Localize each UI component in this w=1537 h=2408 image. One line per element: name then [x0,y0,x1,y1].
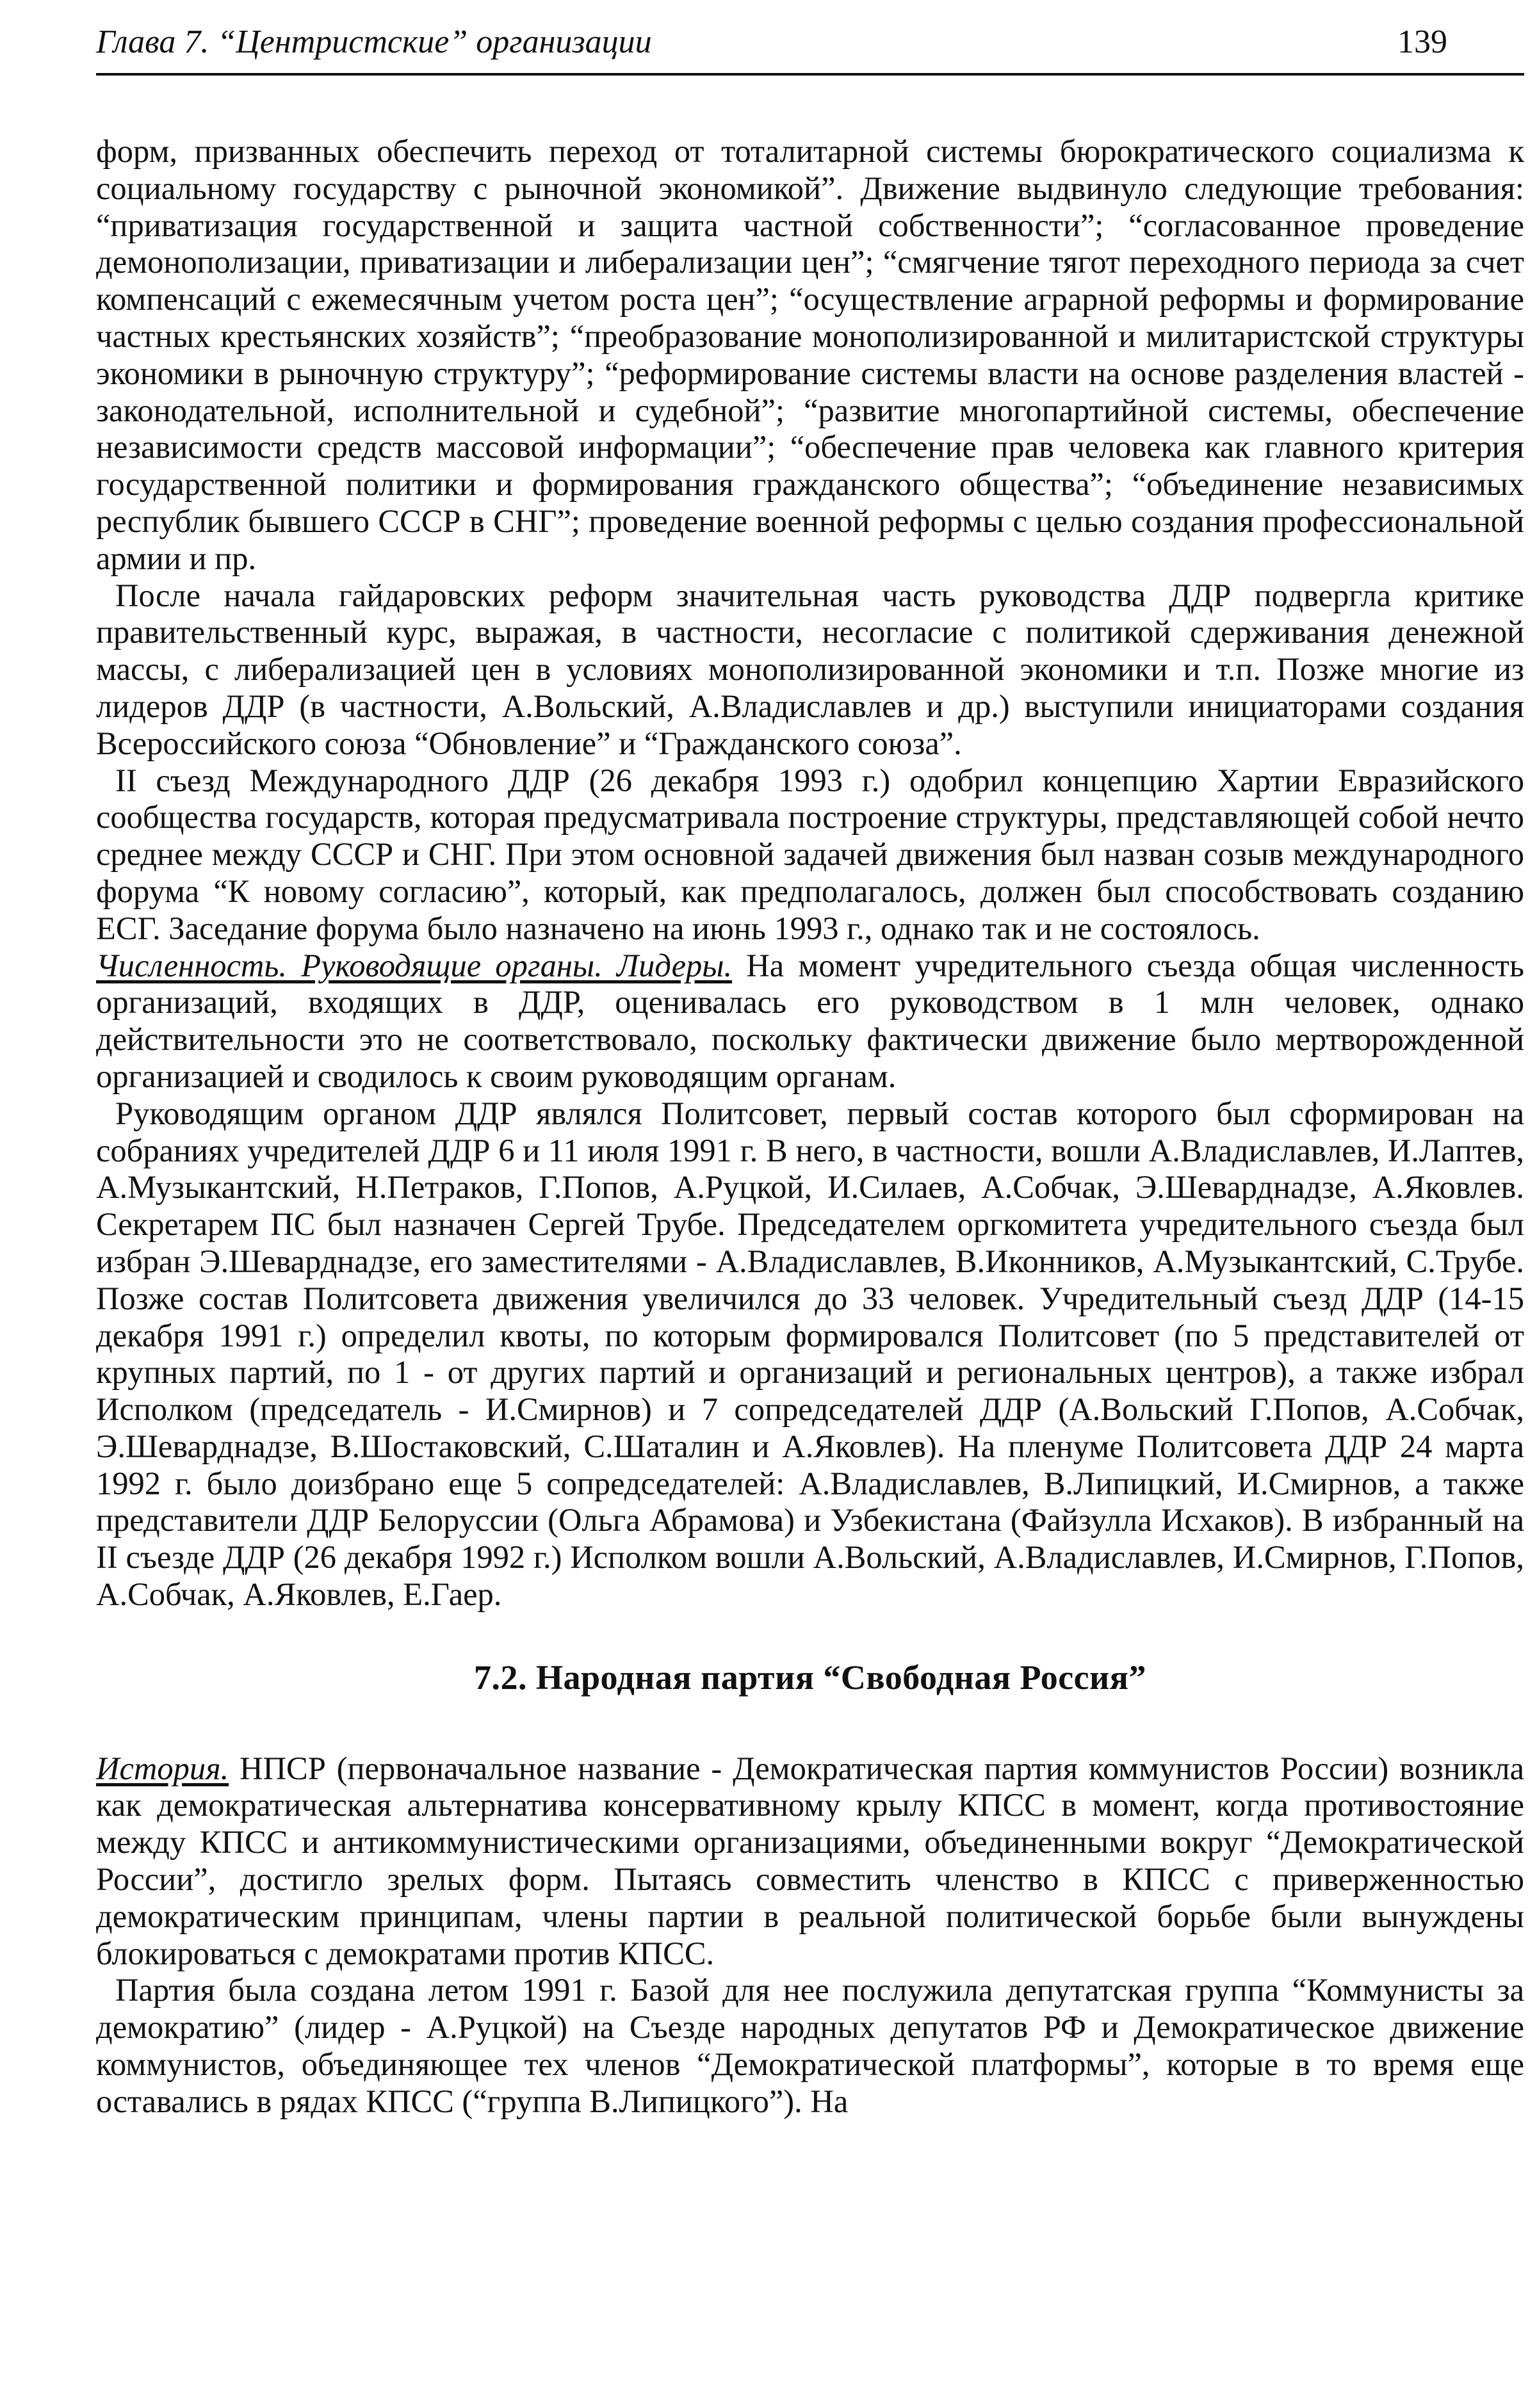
membership-lead: Численность. Руководящие органы. Лидеры. [96,947,733,983]
history-lead: История. [96,1750,229,1786]
paragraph-membership [96,948,1524,1095]
section-heading: 7.2. Народная партия “Свободная Россия” [474,1658,1146,1697]
page-number: 139 [1397,24,1447,60]
running-header [96,19,1524,76]
paragraph-history [96,1750,1524,1973]
paragraph-gaidar-reforms: После начала гайдаровских реформ значительная часть руководства ДДР подвергла критике правительственный курс, выражая, в частности, несогласие с политикой сдерживания денежной массы, с либерализацией цен в условиях монополизированной экономики и т.п. Позже многие из лидеров ДДР (в частности, А.Вольский, А.Владиславлев и др.) выступили инициаторами создания Всероссийского союза “Обновление” и “Гражданского союза”. [96,577,1524,761]
chapter-title: Глава 7. “Центристские” организации [96,24,652,60]
history-text: НПСР (первоначальное название - Демократическая партия коммунистов России) возникла как демократическая альтернатива консервативному крылу КПСС в момент, когда противостояние между КПСС и антикоммунистическими организациями, объединенными вокруг “Демократической России”, достигло зрелых форм. Пытаясь совместить членство в КПСС с приверженностью демократическим принципам, члены партии в реальной политической борьбе были вынуждены блокироваться с демократами против КПСС. [96,1750,1524,1971]
paragraph-second-congress: II съезд Международного ДДР (26 декабря 1993 г.) одобрил концепцию Хартии Евразийского сообщества государств, которая предусматривала построение структуры, представляющей собой нечто среднее между СССР и СНГ. При этом основной задачей движения был назван созыв международного форума “К новому согласию”, который, как предполагалось, должен был способствовать созданию ЕСГ. Заседание форума было назначено на июнь 1993 г., однако так и не состоялось. [96,762,1524,946]
membership-text: На момент учредительного съезда общая численность организаций, входящих в ДДР, оценивалась его руководством в 1 млн человек, однако действительности это не соответствовало, поскольку фактически движение было мертворожденной организацией и сводилось к своим руководящим органам. [96,947,1524,1094]
paragraph-political-council: Руководящим органом ДДР являлся Политсовет, первый состав которого был сформирован на собраниях учредителей ДДР 6 и 11 июля 1991 г. В него, в частности, вошли А.Владиславлев, И.Лаптев, А.Музыкантский, Н.Петраков, Г.Попов, А.Руцкой, И.Силаев, А.Собчак, Э.Шеварднадзе, А.Яковлев. Секретарем ПС был назначен Сергей Трубе. Председателем оргкомитета учредительного съезда был избран Э.Шеварднадзе, его заместителями - А.Владиславлев, В.Иконников, А.Музыкантский, С.Трубе. Позже состав Политсовета движения увеличился до 33 человек. Учредительный съезд ДДР (14-15 декабря 1991 г.) определил квоты, по которым формировался Политсовет (по 5 представителей от крупных партий, по 1 - от других партий и организаций и региональных центров), а также избрал Исполком (председатель - И.Смирнов) и 7 сопредседателей ДДР (А.Вольский Г.Попов, А.Собчак, Э.Шеварднадзе, В.Шостаковский, С.Шаталин и А.Яковлев). На пленуме Политсовета ДДР 24 марта 1992 г. было доизбрано еще 5 сопредседателей: А.Владиславлев, В.Липицкий, И.Смирнов, а также представители ДДР Белоруссии (Ольга Абрамова) и Узбекистана (Файзулла Исхаков). В избранный на II съезде ДДР (26 декабря 1992 г.) Исполком вошли А.Вольский, А.Владиславлев, И.Смирнов, Г.Попов, А.Собчак, А.Яковлев, Е.Гаер. [96,1095,1524,1613]
paragraph-demands: форм, призванных обеспечить переход от тоталитарной системы бюрократического социализма к социальному государству с рыночной экономикой”. Движение выдвинуло следующие требования: “приватизация государственной и защита частной собственности”; “согласованное проведение демонополизации, приватизации и либерализации цен”; “смягчение тягот переходного периода за счет компенсаций с ежемесячным учетом роста цен”; “осуществление аграрной реформы и формирование частных крестьянских хозяйств”; “преобразование монополизированной и милитаристской структуры экономики в рыночную структуру”; “реформирование системы власти на основе разделения властей - законодательной, исполнительной и судебной”; “развитие многопартийной системы, обеспечение независимости средств массовой информации”; “обеспечение прав человека как главного критерия государственной политики и формирования гражданского общества”; “объединение независимых республик бывшего СССР в СНГ”; проведение военной реформы с целью создания профессиональной армии и пр. [96,133,1524,576]
paragraph-party-founding: Партия была создана летом 1991 г. Базой для нее послужила депутатская группа “Коммунисты за демократию” (лидер - А.Руцкой) на Съезде народных депутатов РФ и Демократическое движение коммунистов, объединяющее тех членов “Демократической платформы”, которые в то время еще оставались в рядах КПСС (“группа В.Липицкого”). На [96,1972,1524,2119]
document-page [96,19,1524,2388]
body-text [96,133,1524,2121]
